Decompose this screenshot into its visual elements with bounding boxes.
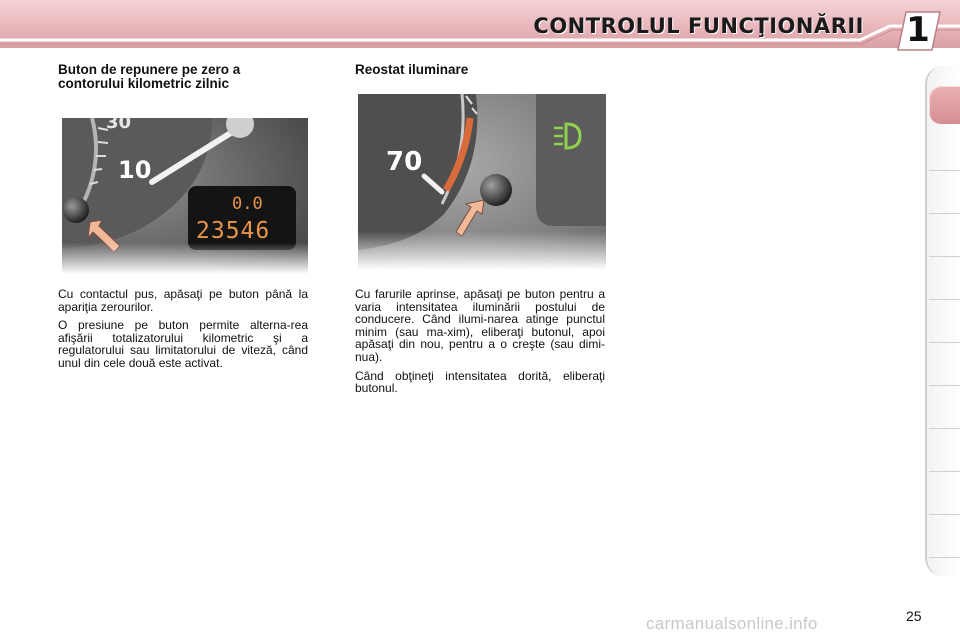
chapter-tab-active[interactable] [929, 86, 960, 124]
chapter-tab[interactable] [929, 429, 960, 472]
paragraph: O presiune pe buton permite alterna-rea afişării totalizatorului kilometric şi a regulatorului sau limitatorului de viteză, când unul din cele două este activat. [58, 318, 308, 370]
paragraph: Cu contactul pus, apăsaţi pe buton până la apariţia zerourilor. [58, 287, 308, 314]
chapter-number: 1 [906, 10, 930, 50]
dimmer-illustration [358, 94, 606, 270]
chapter-tab[interactable] [929, 515, 960, 558]
chapter-tab[interactable] [929, 300, 960, 343]
page-number: 25 [906, 608, 922, 624]
section-title-line: Buton de repunere pe zero a [58, 62, 241, 77]
watermark: carmanualsonline.info [646, 614, 818, 633]
chapter-tab[interactable] [929, 128, 960, 171]
section-title-trip-reset [58, 63, 240, 91]
trip-reset-illustration [62, 118, 308, 274]
chapter-tab[interactable] [929, 472, 960, 515]
chapter-title: CONTROLUL FUNCŢIONĂRII [533, 14, 864, 38]
section-title-dimmer [355, 63, 468, 77]
chapter-tab[interactable] [929, 257, 960, 300]
chapter-tab[interactable] [929, 386, 960, 429]
trip-reset-instructions [58, 288, 308, 376]
chapter-tab[interactable] [929, 171, 960, 214]
paragraph: Când obţineţi intensitatea dorită, eliberaţi butonul. [355, 368, 605, 396]
chapter-tab[interactable] [929, 214, 960, 257]
section-title-line: contorului kilometric zilnic [58, 76, 230, 91]
chapter-tab[interactable] [929, 343, 960, 386]
paragraph: Cu farurile aprinse, apăsaţi pe buton pentru a varia intensitatea iluminării postului de conducere. Când ilumi-narea atinge punctul minim (sau ma-xim), eliberaţi butonul, apoi apăsaţi din nou, pentru a o creşte (sau dimi-nua). [355, 287, 605, 364]
dimmer-instructions [355, 288, 605, 401]
section-title-line: Reostat iluminare [355, 62, 469, 77]
